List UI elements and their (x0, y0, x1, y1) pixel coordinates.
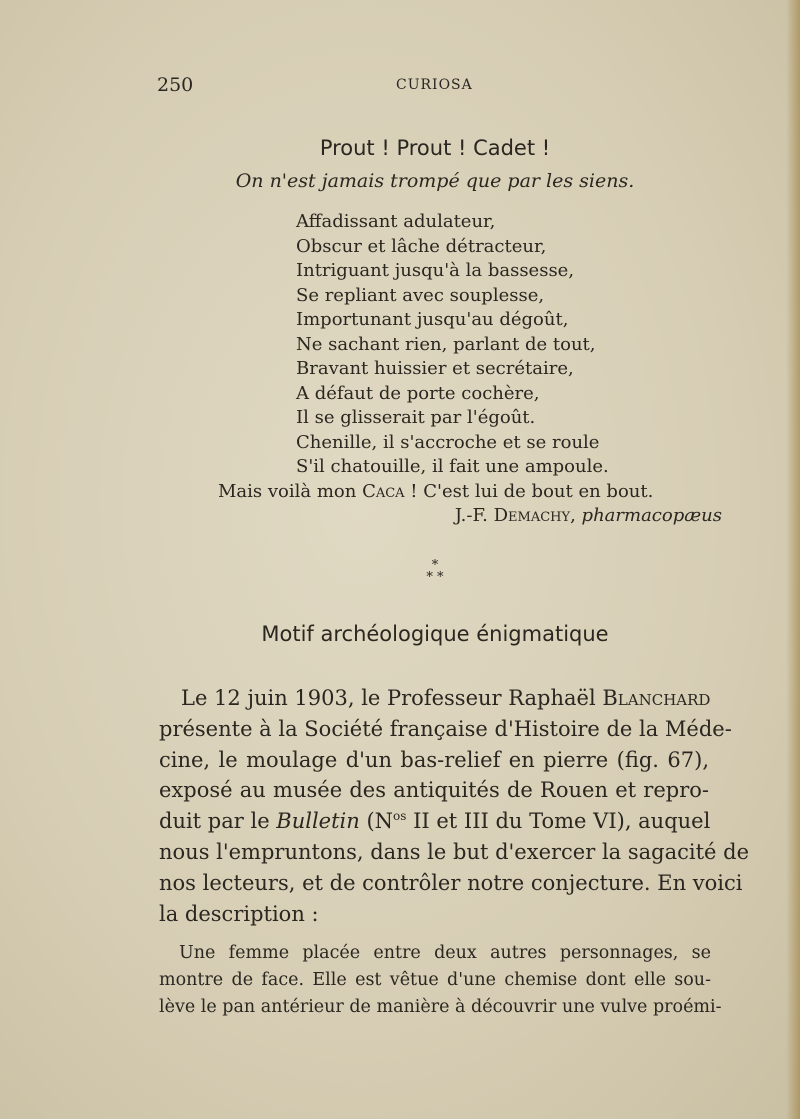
text-line: exposé au musée des antiquités de Rouen et repro- (159, 778, 709, 803)
verse-line: Importunant jusqu'au dégoût, (296, 309, 569, 330)
poem-subtitle: On n'est jamais trompé que par les siens. (235, 170, 635, 192)
asterism-bottom: * * (426, 570, 444, 585)
final-verse-start: Mais voilà mon (218, 481, 363, 502)
poem-verses (296, 210, 716, 480)
verse-line: A défaut de porte cochère, (296, 382, 540, 404)
text-line (159, 806, 709, 837)
verse-line: S'il chatouille, il fait une ampoule. (296, 456, 609, 477)
page-number: 250 (157, 74, 194, 96)
line-text: duit par le (159, 809, 277, 834)
verse-line: Il se glisserait par l'égoût. (296, 407, 536, 428)
paragraph-1 (159, 683, 749, 929)
text-line: nous l'empruntons, dans le but d'exercer la sagacité de (159, 839, 749, 864)
poem-signature (0, 505, 722, 526)
text-line: la description : (159, 901, 319, 926)
running-header (0, 74, 800, 98)
signature-name: Demachy (493, 505, 571, 526)
asterism-top: * (431, 558, 439, 573)
verse-line: Chenille, il s'accroche et se roule (296, 431, 600, 453)
running-title: CURIOSA (396, 77, 473, 93)
final-verse-name: Caca (362, 481, 405, 502)
verse-line: Obscur et lâche détracteur, (296, 235, 547, 257)
paragraph-2 (159, 940, 722, 1021)
poem-title: Prout ! Prout ! Cadet ! (319, 136, 551, 160)
person-name: Blanchard (602, 686, 711, 710)
line-text: II et III du Tome VI), auquel (406, 809, 711, 834)
final-verse-line (218, 480, 698, 504)
superscript: os (393, 809, 407, 824)
text-line: lève le pan antérieur de manière à découvrir une vulve proémi- (159, 997, 722, 1017)
text-line: montre de face. Elle est vêtue d'une chemise dont elle sou- (159, 970, 711, 990)
line-text: (N (359, 809, 394, 834)
text-line: nos lecteurs, et de contrôler notre conjecture. En voici (159, 870, 743, 895)
final-verse-end: ! C'est lui de bout en bout. (404, 481, 654, 502)
text-line: cine, le moulage d'un bas-relief en pierre (fig. 67), (159, 747, 709, 772)
verse-line: Se repliant avec souplesse, (296, 284, 545, 306)
asterism-divider (0, 560, 800, 584)
signature-initials: J.-F. (454, 505, 494, 526)
signature-title: pharmacopæus (581, 505, 722, 526)
verse-line: Ne sachant rien, parlant de tout, (296, 333, 596, 355)
bulletin-title: Bulletin (276, 809, 360, 834)
text-line (159, 683, 709, 714)
signature-separator: , (570, 505, 582, 526)
verse-line: Bravant huissier et secrétaire, (296, 358, 574, 379)
text-line: Une femme placée entre deux autres personnages, se (179, 943, 711, 963)
verse-line: Affadissant adulateur, (296, 211, 496, 232)
section-heading: Motif archéologique énigmatique (261, 622, 609, 646)
line-text: Le 12 juin 1903, le Professeur Raphaël (181, 686, 603, 710)
verse-line: Intriguant jusqu'à la bassesse, (296, 260, 575, 281)
text-line: présente à la Société française d'Histoire de la Méde- (159, 716, 732, 741)
